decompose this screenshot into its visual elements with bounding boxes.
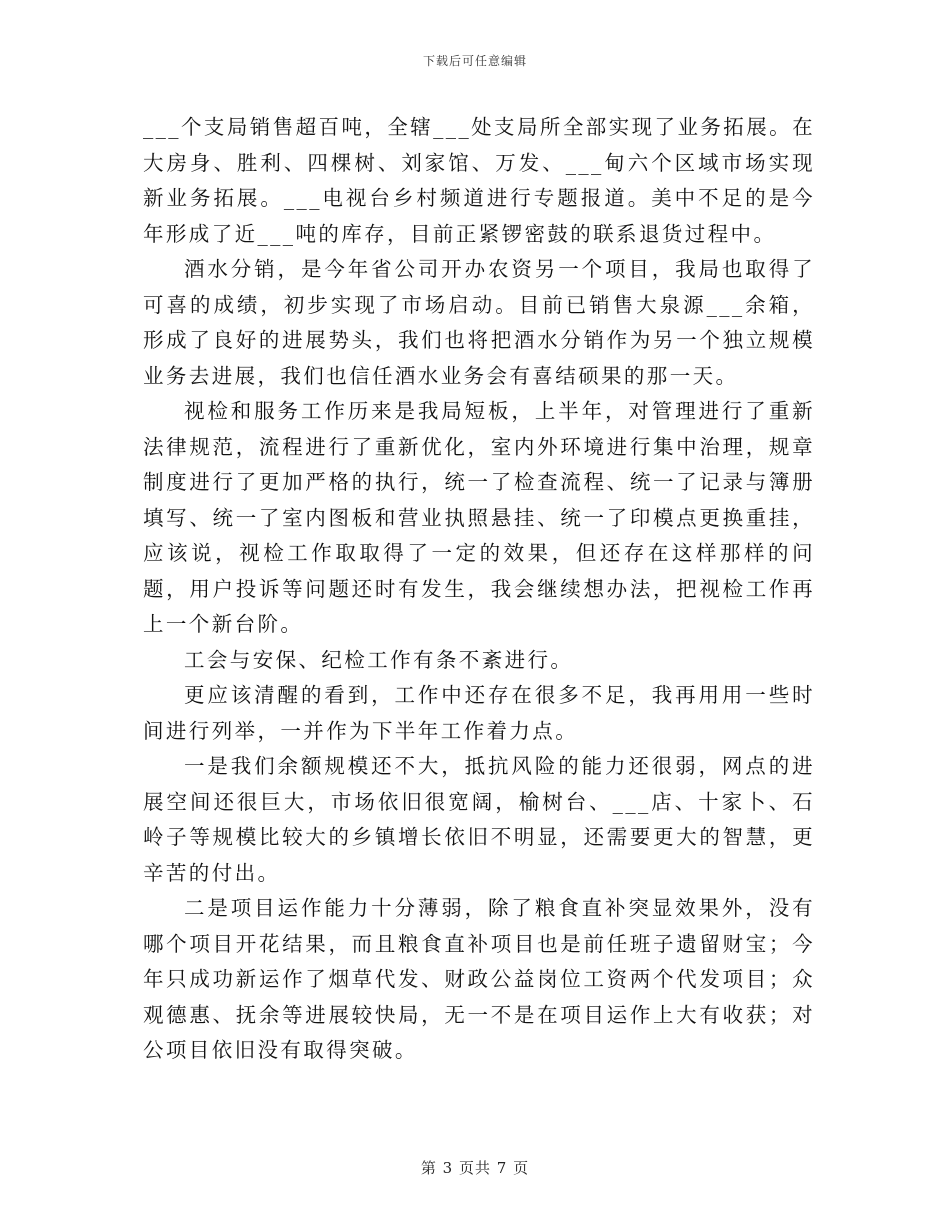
page-footer: 第 3 页共 7 页	[420, 1159, 530, 1177]
page-header: 下载后可任意编辑	[422, 54, 527, 68]
paragraph-5: 更应该清醒的看到，工作中还存在很多不足，我再用用一些时间进行列举，一并作为下半年工作着力点。	[143, 683, 815, 743]
document-body	[143, 110, 815, 1069]
paragraph-3: 视检和服务工作历来是我局短板，上半年，对管理进行了重新法律规范，流程进行了重新优化，室内外环境进行集中治理，规章制度进行了更加严格的执行，统一了检查流程、统一了记录与簿册填写、统一了室内图板和营业执照悬挂、统一了印模点更换重挂，应该说，视检工作取取得了一定的效果，但还存在这样那样的问题，用户投诉等问题还时有发生，我会继续想办法，把视检工作再上一个新台阶。	[143, 399, 815, 636]
paragraph-2: 酒水分销，是今年省公司开办农资另一个项目，我局也取得了可喜的成绩，初步实现了市场启动。目前已销售大泉源___余箱，形成了良好的进展势头，我们也将把酒水分销作为另一个独立规模业务去进展，我们也信任酒水业务会有喜结硕果的那一天。	[143, 257, 815, 388]
paragraph-6: 一是我们余额规模还不大，抵抗风险的能力还很弱，网点的进展空间还很巨大，市场依旧很宽阔，榆树台、___店、十家卜、石岭子等规模比较大的乡镇增长依旧不明显，还需要更大的智慧，更辛苦的付出。	[143, 754, 815, 885]
paragraph-1: ___个支局销售超百吨，全辖___处支局所全部实现了业务拓展。在大房身、胜利、四棵树、刘家馆、万发、___甸六个区域市场实现新业务拓展。___电视台乡村频道进行专题报道。美中不足的是今年形成了近___吨的库存，目前正紧锣密鼓的联系退货过程中。	[143, 115, 815, 246]
paragraph-4: 工会与安保、纪检工作有条不紊进行。	[184, 647, 574, 672]
paragraph-7: 二是项目运作能力十分薄弱，除了粮食直补突显效果外，没有哪个项目开花结果，而且粮食直补项目也是前任班子遗留财宝；今年只成功新运作了烟草代发、财政公益岗位工资两个代发项目；众观德惠、抚余等进展较快局，无一不是在项目运作上大有收获；对公项目依旧没有取得突破。	[143, 896, 815, 1062]
